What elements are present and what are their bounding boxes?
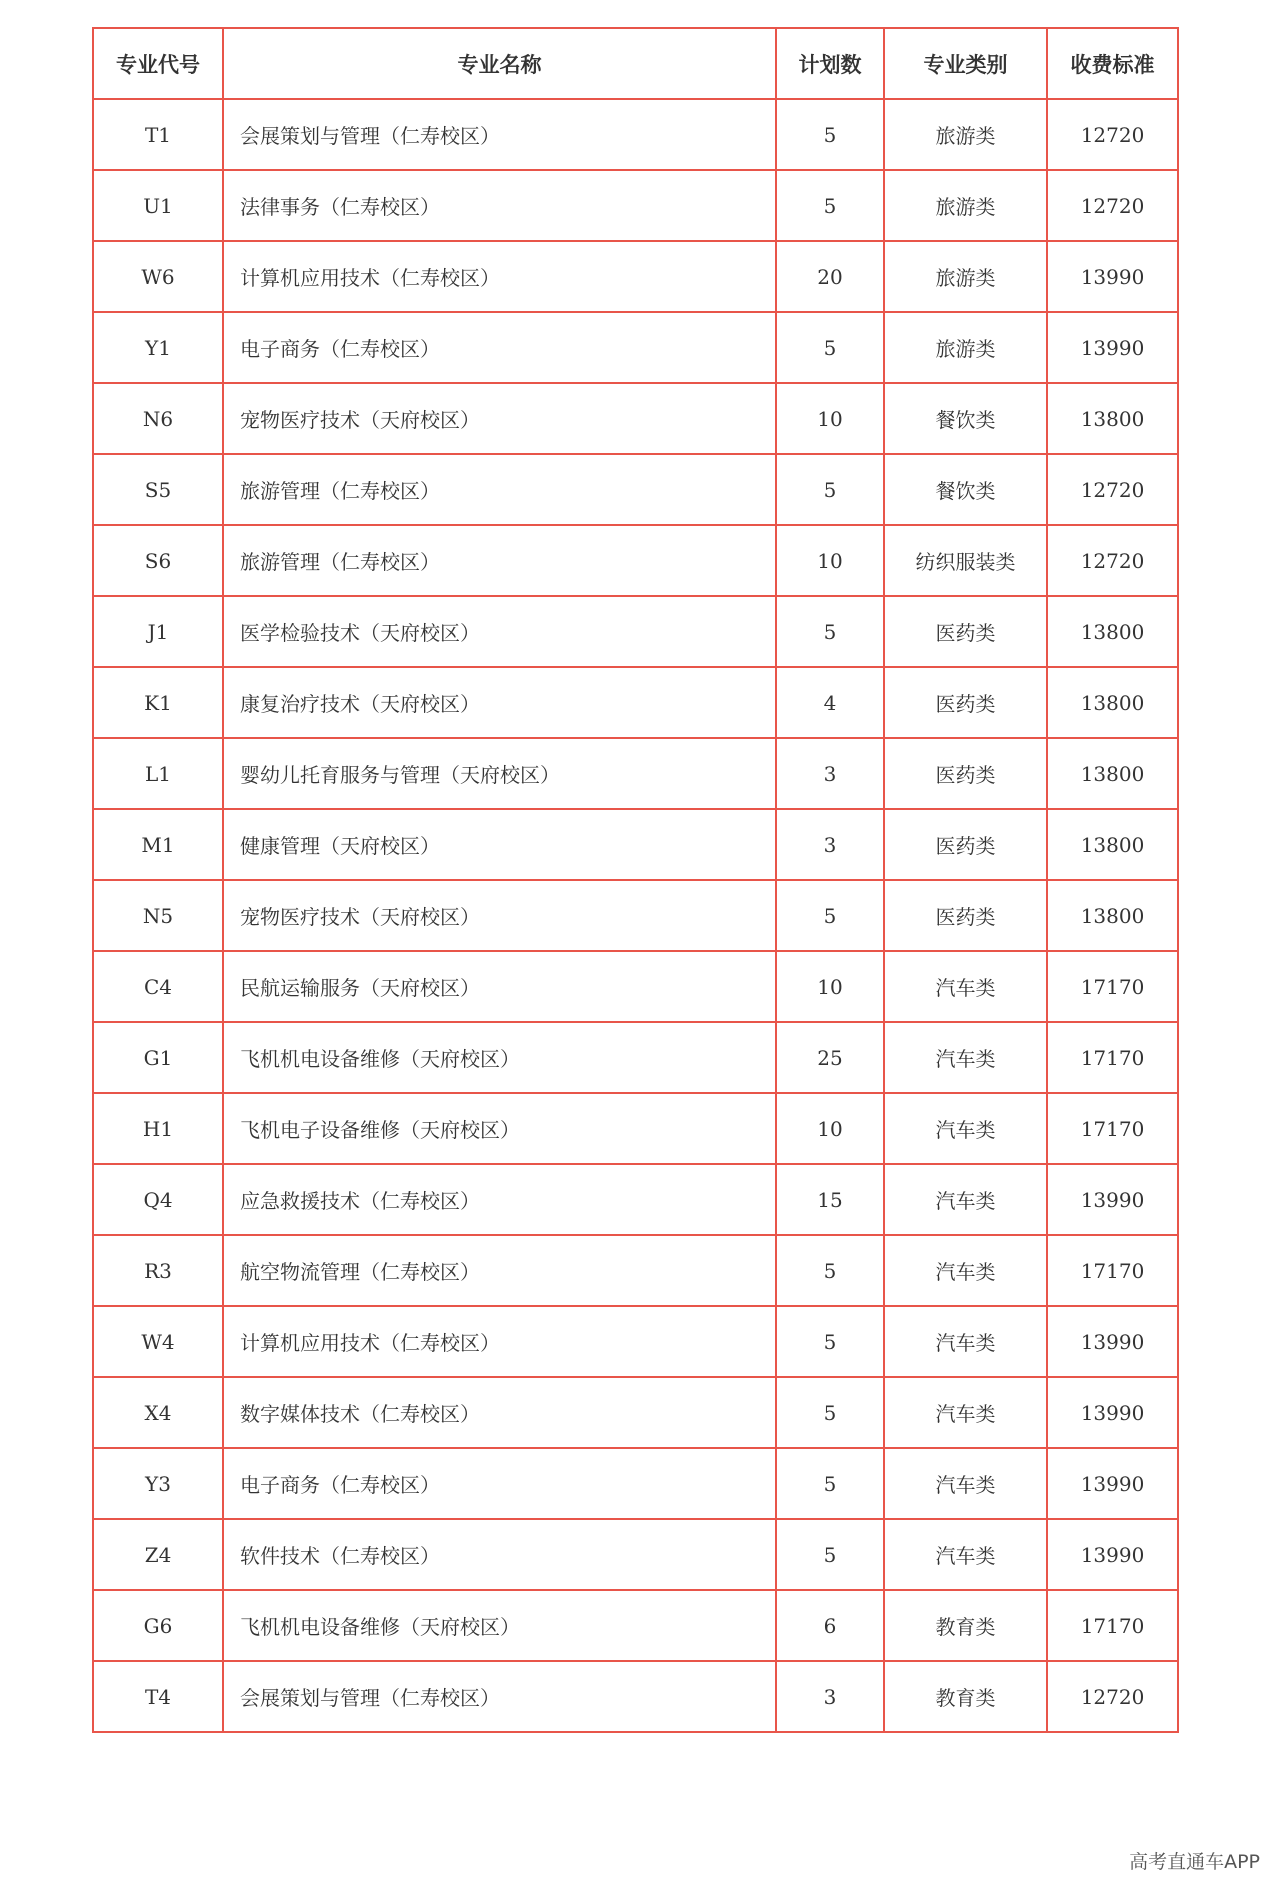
cell-plan: 5 <box>776 99 884 170</box>
table-row <box>93 1590 1178 1661</box>
cell-category: 教育类 <box>884 1590 1047 1661</box>
cell-code: M1 <box>93 809 223 880</box>
cell-name: 电子商务（仁寿校区） <box>223 312 776 383</box>
table-header-row <box>93 28 1178 99</box>
header-category: 专业类别 <box>884 28 1047 99</box>
cell-category: 医药类 <box>884 667 1047 738</box>
cell-code: Y3 <box>93 1448 223 1519</box>
cell-code: H1 <box>93 1093 223 1164</box>
cell-plan: 5 <box>776 170 884 241</box>
cell-code: G6 <box>93 1590 223 1661</box>
table-row <box>93 170 1178 241</box>
cell-name: 电子商务（仁寿校区） <box>223 1448 776 1519</box>
cell-category: 旅游类 <box>884 170 1047 241</box>
cell-fee: 17170 <box>1047 1590 1178 1661</box>
cell-fee: 12720 <box>1047 1661 1178 1732</box>
cell-name: 法律事务（仁寿校区） <box>223 170 776 241</box>
cell-plan: 5 <box>776 1235 884 1306</box>
cell-fee: 17170 <box>1047 1022 1178 1093</box>
cell-category: 汽车类 <box>884 1377 1047 1448</box>
cell-plan: 5 <box>776 880 884 951</box>
table-row <box>93 1235 1178 1306</box>
cell-name: 会展策划与管理（仁寿校区） <box>223 1661 776 1732</box>
cell-name: 计算机应用技术（仁寿校区） <box>223 241 776 312</box>
table-row <box>93 454 1178 525</box>
cell-plan: 15 <box>776 1164 884 1235</box>
cell-category: 旅游类 <box>884 312 1047 383</box>
header-name: 专业名称 <box>223 28 776 99</box>
cell-plan: 5 <box>776 454 884 525</box>
header-plan: 计划数 <box>776 28 884 99</box>
cell-name: 计算机应用技术（仁寿校区） <box>223 1306 776 1377</box>
cell-category: 汽车类 <box>884 1235 1047 1306</box>
cell-fee: 13800 <box>1047 667 1178 738</box>
cell-plan: 10 <box>776 1093 884 1164</box>
table-row <box>93 525 1178 596</box>
cell-code: T1 <box>93 99 223 170</box>
cell-category: 纺织服装类 <box>884 525 1047 596</box>
cell-fee: 13990 <box>1047 1448 1178 1519</box>
header-fee: 收费标准 <box>1047 28 1178 99</box>
table-row <box>93 1448 1178 1519</box>
cell-plan: 5 <box>776 1306 884 1377</box>
cell-name: 旅游管理（仁寿校区） <box>223 454 776 525</box>
cell-category: 汽车类 <box>884 1306 1047 1377</box>
cell-category: 医药类 <box>884 738 1047 809</box>
table-row <box>93 1661 1178 1732</box>
cell-fee: 13990 <box>1047 312 1178 383</box>
cell-category: 医药类 <box>884 596 1047 667</box>
cell-fee: 13990 <box>1047 1519 1178 1590</box>
cell-plan: 20 <box>776 241 884 312</box>
cell-category: 汽车类 <box>884 951 1047 1022</box>
cell-category: 汽车类 <box>884 1448 1047 1519</box>
cell-plan: 5 <box>776 1448 884 1519</box>
cell-plan: 10 <box>776 383 884 454</box>
cell-fee: 13990 <box>1047 241 1178 312</box>
cell-fee: 13990 <box>1047 1377 1178 1448</box>
table-row <box>93 951 1178 1022</box>
cell-category: 旅游类 <box>884 99 1047 170</box>
cell-category: 教育类 <box>884 1661 1047 1732</box>
cell-category: 汽车类 <box>884 1093 1047 1164</box>
cell-fee: 12720 <box>1047 525 1178 596</box>
cell-fee: 13800 <box>1047 809 1178 880</box>
cell-plan: 3 <box>776 738 884 809</box>
cell-category: 餐饮类 <box>884 383 1047 454</box>
cell-plan: 5 <box>776 1519 884 1590</box>
cell-fee: 17170 <box>1047 1235 1178 1306</box>
table-row <box>93 241 1178 312</box>
cell-category: 医药类 <box>884 809 1047 880</box>
cell-name: 民航运输服务（天府校区） <box>223 951 776 1022</box>
cell-code: G1 <box>93 1022 223 1093</box>
cell-code: N6 <box>93 383 223 454</box>
table-row <box>93 1377 1178 1448</box>
cell-code: K1 <box>93 667 223 738</box>
table-row <box>93 312 1178 383</box>
cell-name: 康复治疗技术（天府校区） <box>223 667 776 738</box>
cell-name: 会展策划与管理（仁寿校区） <box>223 99 776 170</box>
cell-name: 宠物医疗技术（天府校区） <box>223 880 776 951</box>
table-row <box>93 667 1178 738</box>
cell-name: 应急救援技术（仁寿校区） <box>223 1164 776 1235</box>
cell-code: T4 <box>93 1661 223 1732</box>
cell-fee: 17170 <box>1047 1093 1178 1164</box>
cell-name: 宠物医疗技术（天府校区） <box>223 383 776 454</box>
cell-code: N5 <box>93 880 223 951</box>
cell-fee: 13990 <box>1047 1306 1178 1377</box>
table-row <box>93 1022 1178 1093</box>
cell-code: W4 <box>93 1306 223 1377</box>
cell-category: 医药类 <box>884 880 1047 951</box>
cell-category: 餐饮类 <box>884 454 1047 525</box>
cell-fee: 12720 <box>1047 454 1178 525</box>
cell-name: 健康管理（天府校区） <box>223 809 776 880</box>
watermark: 高考直通车APP <box>1129 1851 1260 1873</box>
cell-plan: 5 <box>776 312 884 383</box>
table-row <box>93 596 1178 667</box>
cell-category: 旅游类 <box>884 241 1047 312</box>
cell-name: 航空物流管理（仁寿校区） <box>223 1235 776 1306</box>
cell-code: Y1 <box>93 312 223 383</box>
table-row <box>93 1164 1178 1235</box>
majors-table <box>92 27 1179 1733</box>
cell-code: Z4 <box>93 1519 223 1590</box>
cell-code: U1 <box>93 170 223 241</box>
cell-code: S5 <box>93 454 223 525</box>
cell-name: 婴幼儿托育服务与管理（天府校区） <box>223 738 776 809</box>
cell-plan: 3 <box>776 1661 884 1732</box>
cell-fee: 13800 <box>1047 383 1178 454</box>
cell-fee: 13800 <box>1047 738 1178 809</box>
cell-plan: 5 <box>776 1377 884 1448</box>
cell-code: S6 <box>93 525 223 596</box>
cell-code: R3 <box>93 1235 223 1306</box>
cell-plan: 5 <box>776 596 884 667</box>
cell-name: 飞机电子设备维修（天府校区） <box>223 1093 776 1164</box>
cell-fee: 12720 <box>1047 170 1178 241</box>
cell-name: 数字媒体技术（仁寿校区） <box>223 1377 776 1448</box>
cell-code: Q4 <box>93 1164 223 1235</box>
cell-plan: 6 <box>776 1590 884 1661</box>
table-row <box>93 809 1178 880</box>
cell-plan: 3 <box>776 809 884 880</box>
cell-name: 旅游管理（仁寿校区） <box>223 525 776 596</box>
header-code: 专业代号 <box>93 28 223 99</box>
cell-code: L1 <box>93 738 223 809</box>
cell-fee: 13990 <box>1047 1164 1178 1235</box>
cell-plan: 25 <box>776 1022 884 1093</box>
cell-name: 软件技术（仁寿校区） <box>223 1519 776 1590</box>
cell-fee: 13800 <box>1047 596 1178 667</box>
table-row <box>93 1306 1178 1377</box>
cell-fee: 13800 <box>1047 880 1178 951</box>
table-body <box>93 99 1178 1732</box>
cell-code: C4 <box>93 951 223 1022</box>
cell-name: 飞机机电设备维修（天府校区） <box>223 1590 776 1661</box>
cell-plan: 4 <box>776 667 884 738</box>
cell-plan: 10 <box>776 951 884 1022</box>
cell-name: 医学检验技术（天府校区） <box>223 596 776 667</box>
table-row <box>93 1519 1178 1590</box>
cell-fee: 17170 <box>1047 951 1178 1022</box>
table-row <box>93 383 1178 454</box>
table-row <box>93 99 1178 170</box>
table-row <box>93 738 1178 809</box>
cell-category: 汽车类 <box>884 1164 1047 1235</box>
table-row <box>93 880 1178 951</box>
table-row <box>93 1093 1178 1164</box>
cell-plan: 10 <box>776 525 884 596</box>
cell-code: W6 <box>93 241 223 312</box>
cell-category: 汽车类 <box>884 1022 1047 1093</box>
cell-category: 汽车类 <box>884 1519 1047 1590</box>
cell-code: X4 <box>93 1377 223 1448</box>
cell-name: 飞机机电设备维修（天府校区） <box>223 1022 776 1093</box>
cell-code: J1 <box>93 596 223 667</box>
cell-fee: 12720 <box>1047 99 1178 170</box>
